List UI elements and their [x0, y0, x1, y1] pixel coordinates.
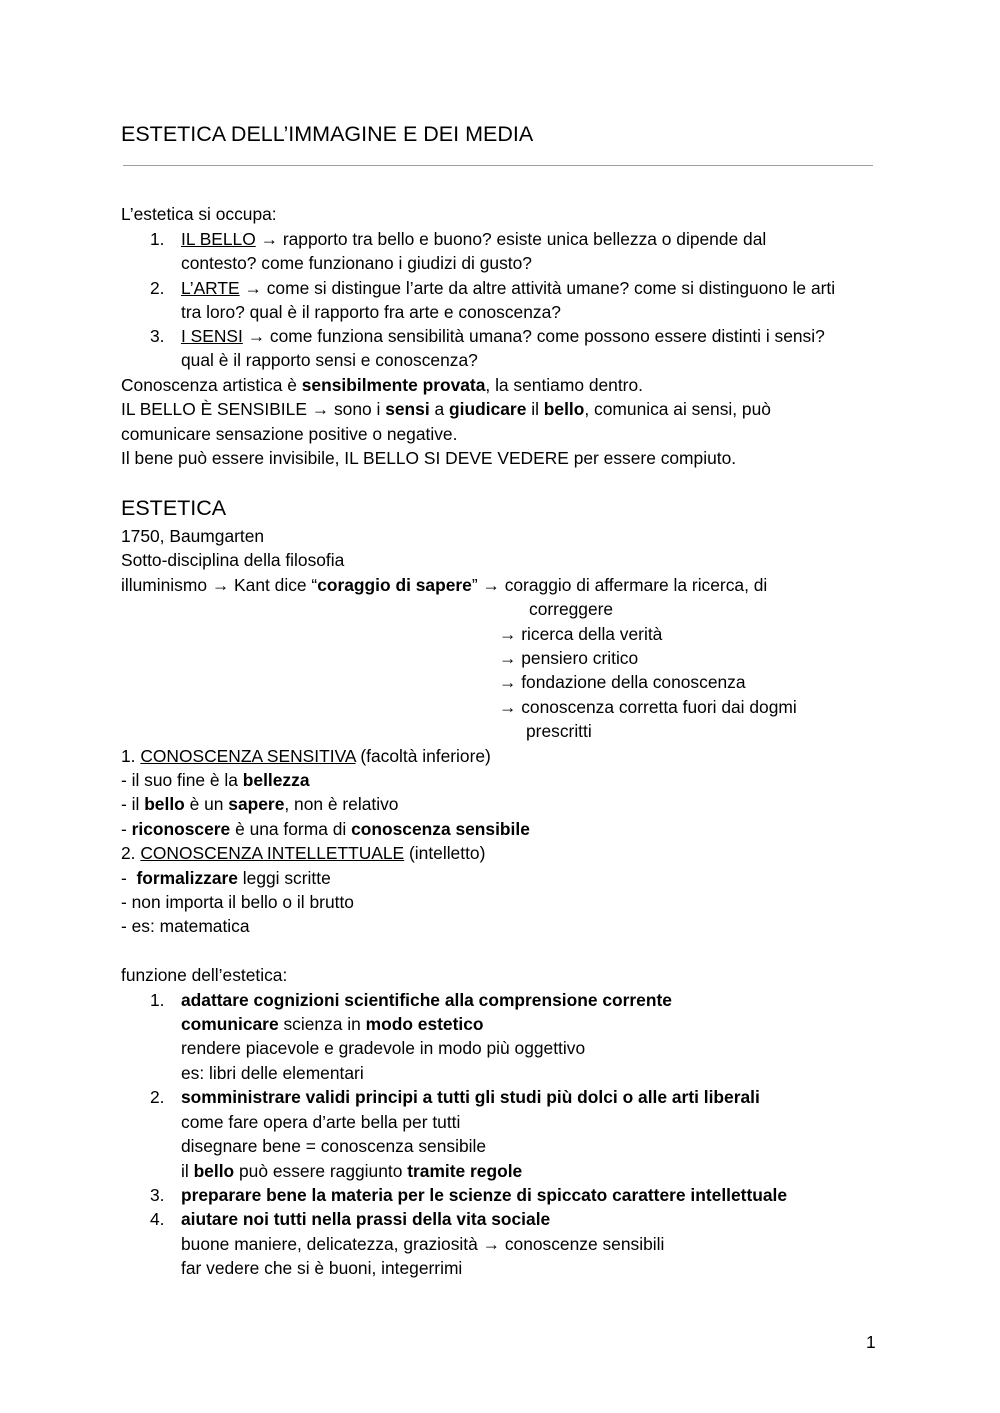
text-run: a [429, 399, 450, 419]
text-run: (facoltà inferiore) [355, 746, 491, 766]
text-run: può essere raggiunto [234, 1161, 408, 1181]
intro-lead: L’estetica si occupa: [121, 204, 277, 224]
paragraph [121, 397, 771, 422]
text-line [121, 573, 767, 598]
text-run: , la sentiamo dentro. [485, 375, 643, 395]
text-run: il [181, 1161, 194, 1181]
text-run: - [121, 819, 132, 839]
text-run: , non è relativo [284, 794, 399, 814]
text-run: ” → coraggio di affermare la ricerca, di [471, 575, 768, 595]
list-item-line [181, 1012, 484, 1037]
text-run: 2. [121, 843, 141, 863]
list-item-head: adattare cognizioni scientifiche alla comprensione corrente [181, 990, 672, 1010]
bold-text: formalizzare [136, 868, 238, 888]
list-item-number: 2. [150, 1087, 165, 1107]
bullet-line: - non importa il bello o il brutto [121, 892, 354, 912]
bold-text: comunicare [181, 1014, 279, 1034]
list-item-head: somministrare validi principi a tutti gli studi più dolci o alle arti liberali [181, 1087, 760, 1107]
arrow-item: → ricerca della verità [499, 624, 663, 644]
list-item-label: L’ARTE [181, 278, 240, 298]
text-run: , comunica ai sensi, può [584, 399, 771, 419]
list-item-head: preparare bene la materia per le scienze di spiccato carattere intellettuale [181, 1185, 788, 1205]
bullet-line: - es: matematica [121, 916, 250, 936]
list-item-number: 4. [150, 1209, 165, 1229]
bold-text: modo estetico [365, 1014, 484, 1034]
list-item-head: aiutare noi tutti nella prassi della vita sociale [181, 1209, 551, 1229]
bold-text: bello [144, 794, 185, 814]
list-item-number: 1. [150, 990, 165, 1010]
list-item-line: buone maniere, delicatezza, graziosità → conoscenze sensibili [181, 1234, 665, 1254]
bullet-line [121, 792, 398, 817]
underlined-text: CONOSCENZA INTELLETTUALE [140, 843, 405, 863]
list-item [181, 276, 835, 301]
list-item-label: I SENSI [181, 326, 243, 346]
list-item-label: IL BELLO [181, 229, 256, 249]
horizontal-divider [123, 165, 873, 166]
text-run: illuminismo → Kant dice “ [121, 575, 318, 595]
bold-text: bellezza [242, 770, 310, 790]
underlined-text: CONOSCENZA SENSITIVA [140, 746, 356, 766]
list-item-text: → rapporto tra bello e buono? esiste unica bellezza o dipende dal [255, 229, 767, 249]
list-item-text: → come si distingue l’arte da altre attività umane? come si distinguono le arti [239, 278, 836, 298]
text-run: Conoscenza artistica è [121, 375, 302, 395]
section-lead: funzione dell’estetica: [121, 965, 288, 985]
list-item-continuation: tra loro? qual è il rapporto fra arte e conoscenza? [181, 302, 561, 322]
arrow-item-continuation: prescritti [526, 721, 592, 741]
paragraph [121, 373, 643, 398]
list-item-number: 1. [150, 229, 165, 249]
bold-text: sensi [385, 399, 430, 419]
text-line: Sotto-disciplina della filosofia [121, 550, 345, 570]
text-run: è un [184, 794, 229, 814]
bold-text: sapere [228, 794, 285, 814]
list-item-text: → come funziona sensibilità umana? come possono essere distinti i sensi? [242, 326, 825, 346]
list-item-line: es: libri delle elementari [181, 1063, 364, 1083]
list-item-number: 3. [150, 326, 165, 346]
text-run: (intelletto) [404, 843, 486, 863]
list-item [181, 227, 766, 252]
list-item-number: 2. [150, 278, 165, 298]
list-item-continuation: contesto? come funzionano i giudizi di gusto? [181, 253, 532, 273]
text-run: - il suo fine è la [121, 770, 243, 790]
page-number: 1 [866, 1332, 876, 1352]
text-run: - il [121, 794, 145, 814]
arrow-item: → pensiero critico [499, 648, 639, 668]
bold-text: bello [193, 1161, 235, 1181]
text-run: 1. [121, 746, 141, 766]
text-run: IL BELLO È SENSIBILE → sono i [121, 399, 386, 419]
bold-text: conoscenza sensibile [351, 819, 530, 839]
list-item [181, 324, 825, 349]
list-item-line: rendere piacevole e gradevole in modo più oggettivo [181, 1038, 586, 1058]
text-run: - [121, 868, 137, 888]
bold-text: riconoscere [131, 819, 231, 839]
arrow-item: → fondazione della conoscenza [499, 672, 746, 692]
subsection-heading [121, 744, 491, 769]
bold-text: giudicare [449, 399, 527, 419]
bold-text: bello [543, 399, 585, 419]
list-item-line: far vedere che si è buoni, integerrimi [181, 1258, 463, 1278]
bold-text: tramite regole [407, 1161, 523, 1181]
text-run: il [526, 399, 544, 419]
list-item-line: come fare opera d’arte bella per tutti [181, 1112, 461, 1132]
text-run: scienza in [278, 1014, 366, 1034]
page-title: ESTETICA DELL’IMMAGINE E DEI MEDIA [121, 122, 534, 146]
bullet-line [121, 866, 331, 891]
text-run: leggi scritte [237, 868, 331, 888]
list-item-number: 3. [150, 1185, 165, 1205]
text-run: è una forma di [230, 819, 352, 839]
paragraph-continuation: comunicare sensazione positive o negative. [121, 424, 458, 444]
paragraph: Il bene può essere invisibile, IL BELLO SI DEVE VEDERE per essere compiuto. [121, 448, 737, 468]
text-line: 1750, Baumgarten [121, 526, 265, 546]
list-item-line: disegnare bene = conoscenza sensibile [181, 1136, 487, 1156]
list-item-continuation: qual è il rapporto sensi e conoscenza? [181, 350, 478, 370]
subsection-heading [121, 841, 485, 866]
bold-text: sensibilmente provata [301, 375, 486, 395]
text-line-continuation: correggere [529, 599, 614, 619]
bullet-line [121, 768, 310, 793]
list-item-line [181, 1159, 522, 1184]
arrow-item: → conoscenza corretta fuori dai dogmi [499, 697, 797, 717]
bold-text: coraggio di sapere [317, 575, 472, 595]
bullet-line [121, 817, 530, 842]
section-heading: ESTETICA [121, 496, 227, 520]
